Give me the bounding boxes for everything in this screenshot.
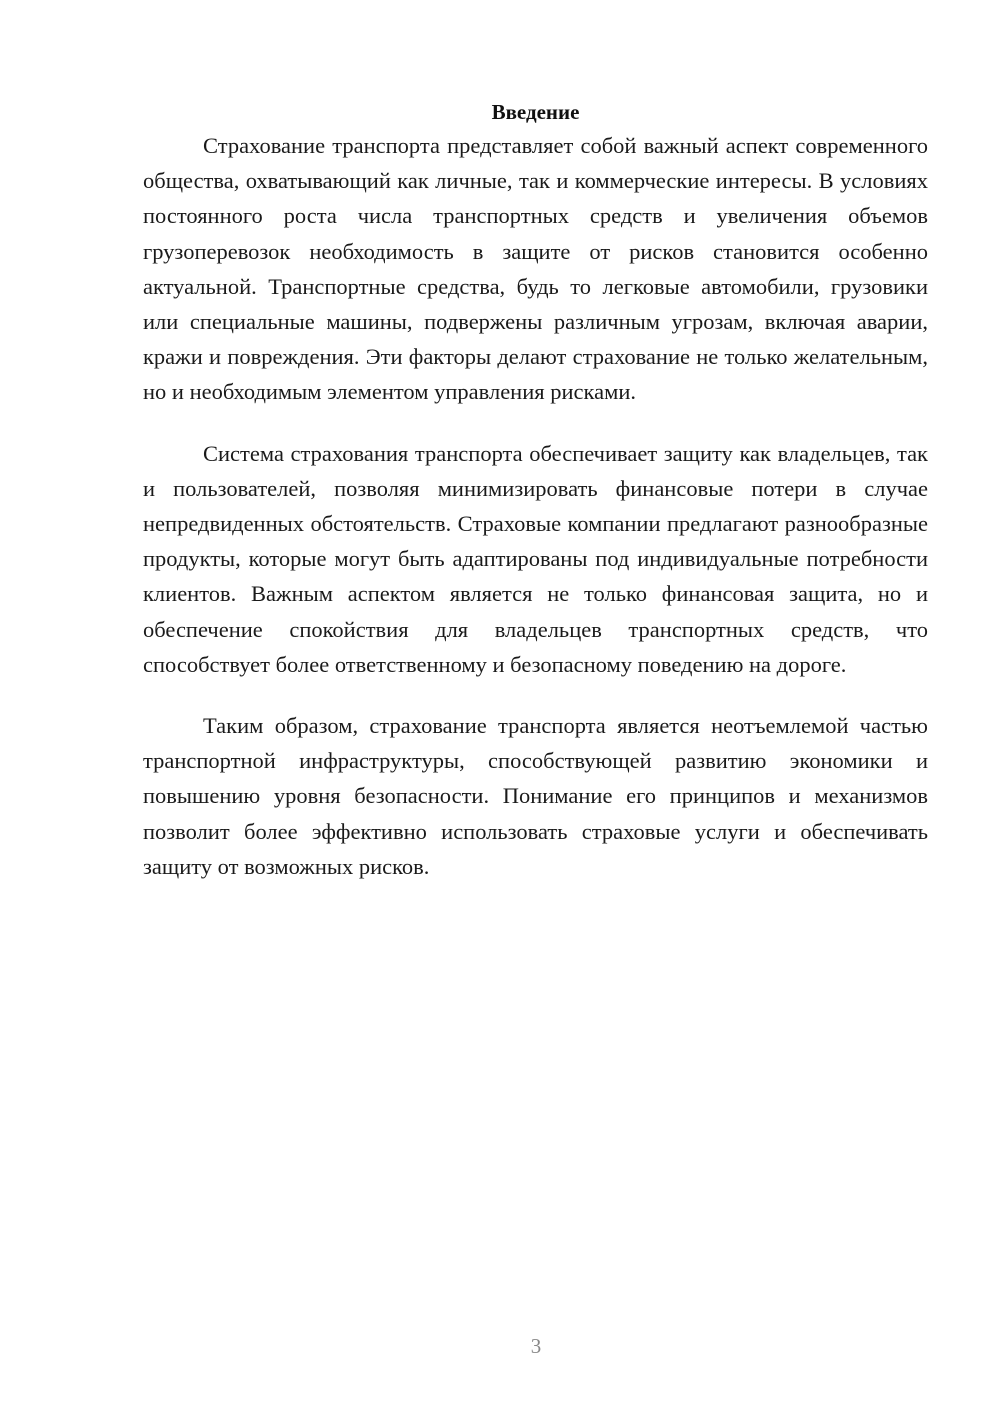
- page-content: [143, 96, 928, 884]
- paragraph-3: Таким образом, страхование транспорта является неотъемлемой частью транспортной инфраструктуры, способствующей развитию экономики и повышению уровня безопасности. Понимание его принципов и механизмов позволит более эффективно использовать страховые услуги и обеспечивать защиту от возможных рисков.: [143, 713, 928, 879]
- page-number: 3: [530, 1334, 542, 1358]
- section-heading: Введение: [491, 100, 580, 124]
- paragraph-2: Система страхования транспорта обеспечивает защиту как владельцев, так и пользователей, позволяя минимизировать финансовые потери в случае непредвиденных обстоятельств. Страховые компании предлагают разнообразные продукты, которые могут быть адаптированы под индивидуальные потребности клиентов. Важным аспектом является не только финансовая защита, но и обеспечение спокойствия для владельцев транспортных средств, что способствует более ответственному и безопасному поведению на дороге.: [143, 440, 928, 677]
- paragraph-1: Страхование транспорта представляет собой важный аспект современного общества, охватывающий как личные, так и коммерческие интересы. В условиях постоянного роста числа транспортных средств и увеличения объемов грузоперевозок необходимость в защите от рисков становится особенно актуальной. Транспортные средства, будь то легковые автомобили, грузовики или специальные машины, подвержены различным угрозам, включая аварии, кражи и повреждения. Эти факторы делают страхование не только желательным, но и необходимым элементом управления рисками.: [143, 133, 928, 405]
